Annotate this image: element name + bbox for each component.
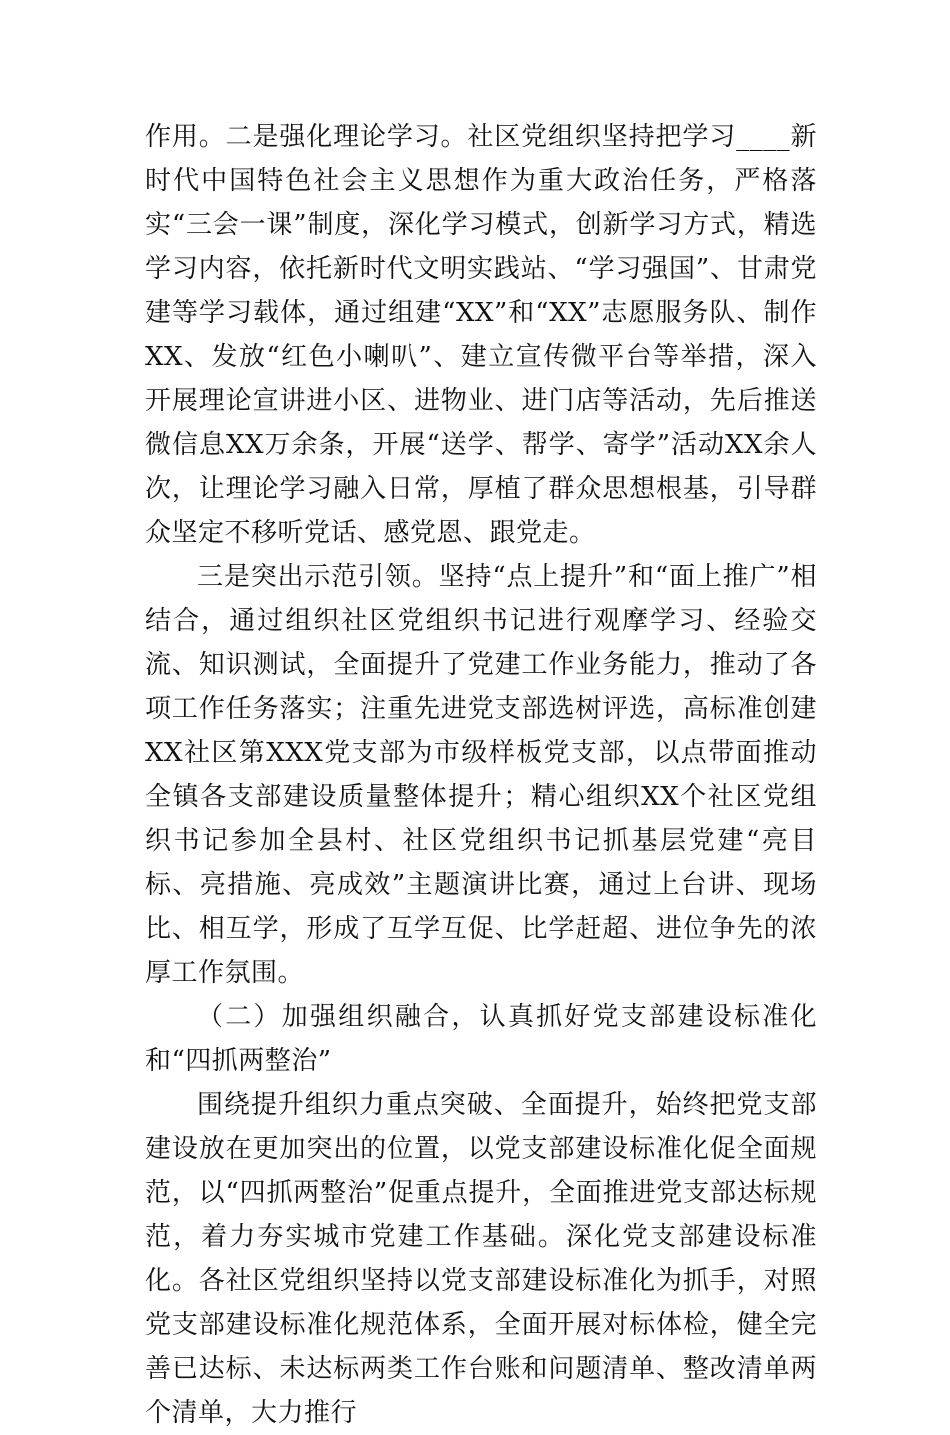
section-heading-organization-integration: （二）加强组织融合，认真抓好党支部建设标准化和“四抓两整治”: [145, 1002, 817, 1076]
paragraph-demonstration: 三是突出示范引领。坚持“点上提升”和“面上推广”相结合，通过组织社区党组织书记进行观摩学习、经验交流、知识测试，全面提升了党建工作业务能力，推动了各项工作任务落实；注重先进党支部选树评选，高标准创建XX社区第XXX党支部为市级样板党支部，以点带面推动全镇各支部建设质量整体提升；精心组织XX个社区党组织书记参加全县村、社区党组织书记抓基层党建“亮目标、亮措施、亮成效”主题演讲比赛，通过上台讲、现场比、相互学，形成了互学互促、比学赶超、进位争先的浓厚工作氛围。: [145, 562, 817, 988]
paragraph-theory-study: 作用。二是强化理论学习。社区党组织坚持把学习____新时代中国特色社会主义思想作为重大政治任务，严格落实“三会一课”制度，深化学习模式，创新学习方式，精选学习内容，依托新时代文明实践站、“学习强国”、甘肃党建等学习载体，通过组建“XX”和“XX”志愿服务队、制作XX、发放“红色小喇叭”、建立宣传微平台等举措，深入开展理论宣讲进小区、进物业、进门店等活动，先后推送微信息XX万余条，开展“送学、帮学、寄学”活动XX余人次，让理论学习融入日常，厚植了群众思想根基，引导群众坚定不移听党话、感党恩、跟党走。: [145, 122, 817, 548]
document-body: [145, 115, 817, 1435]
paragraph-branch-standardization: 围绕提升组织力重点突破、全面提升，始终把党支部建设放在更加突出的位置，以党支部建设标准化促全面规范，以“四抓两整治”促重点提升，全面推进党支部达标规范，着力夯实城市党建工作基础。深化党支部建设标准化。各社区党组织坚持以党支部建设标准化为抓手，对照党支部建设标准化规范体系，全面开展对标体检，健全完善已达标、未达标两类工作台账和问题清单、整改清单两个清单，大力推行: [145, 1090, 817, 1428]
